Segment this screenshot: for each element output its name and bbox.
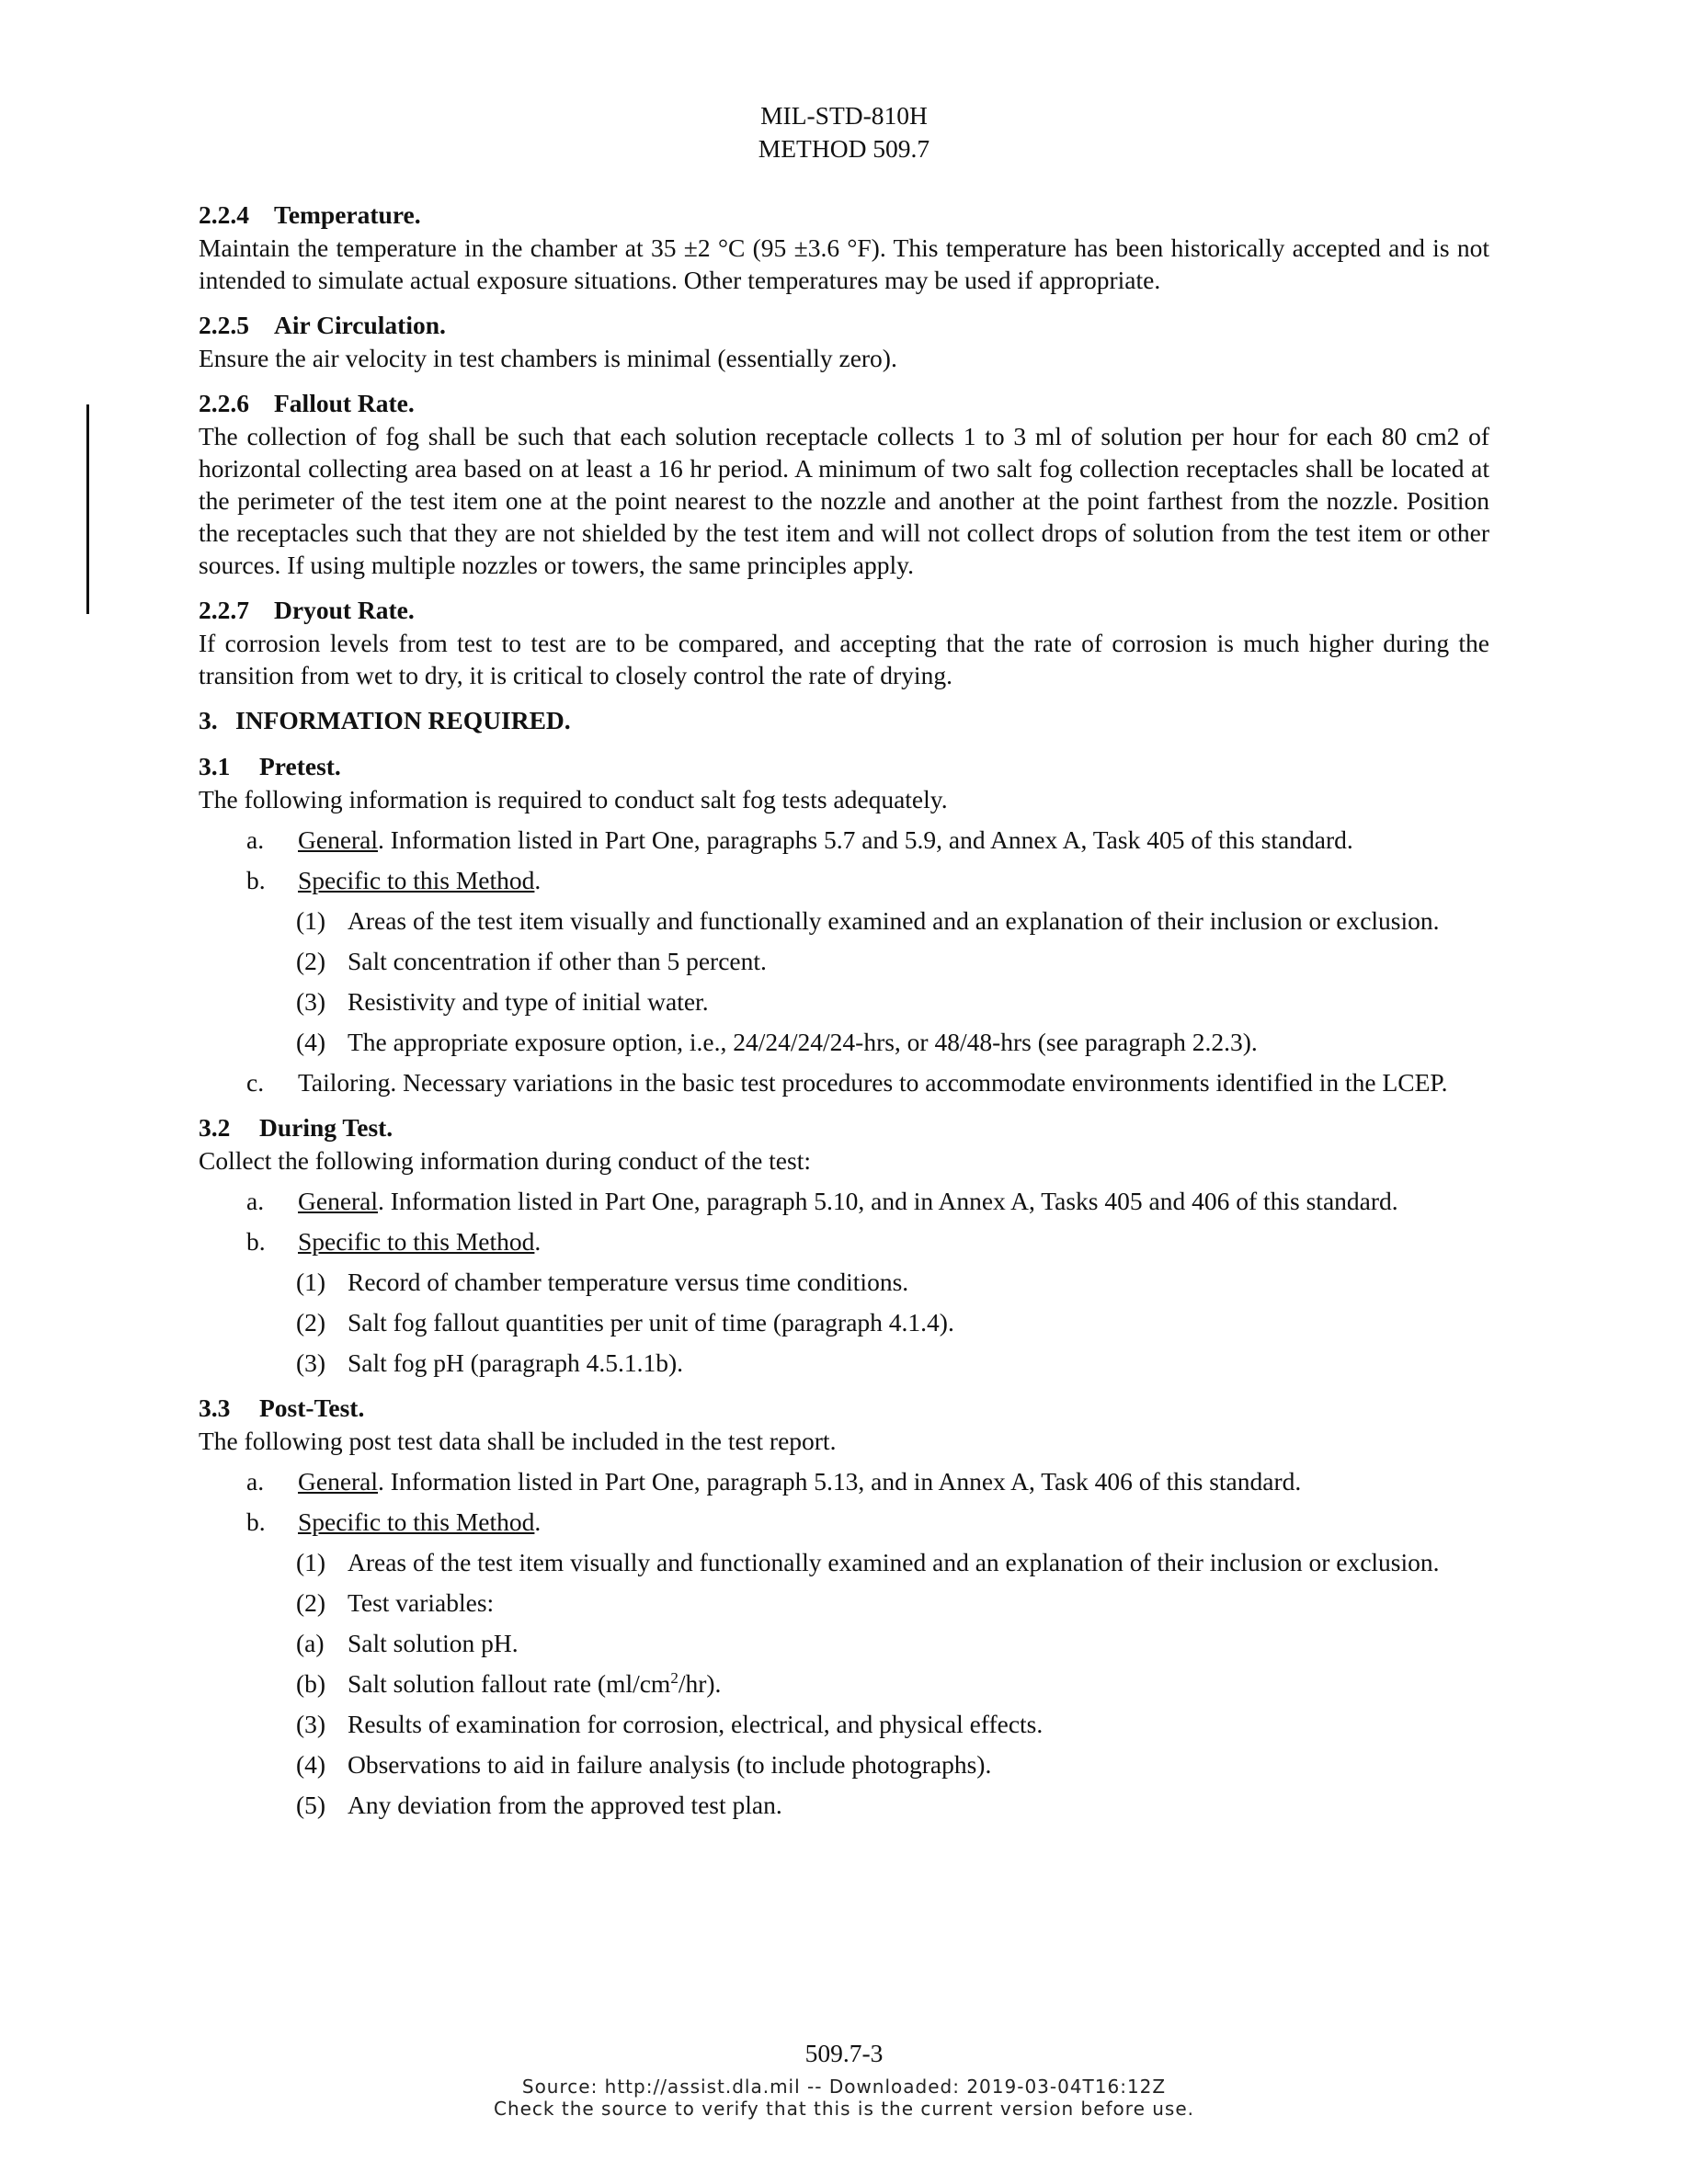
item-text: . Information listed in Part One, paragraph 5.10, and in Annex A, Tasks 405 and 406 of this standard. bbox=[378, 1187, 1398, 1215]
sub-list-item bbox=[199, 945, 1489, 977]
section-number: 2.2.5 bbox=[199, 311, 249, 339]
item-text: Salt solution fallout rate (ml/cm bbox=[348, 1669, 671, 1698]
item-text: Salt concentration if other than 5 percent. bbox=[348, 947, 767, 975]
sub-list-item bbox=[199, 1789, 1489, 1821]
item-text: Salt fog fallout quantities per unit of time (paragraph 4.1.4). bbox=[348, 1308, 954, 1337]
section-number: 3.3 bbox=[199, 1393, 231, 1422]
method-id: METHOD 509.7 bbox=[758, 134, 930, 163]
section-heading bbox=[199, 1392, 1489, 1425]
item-label: General bbox=[298, 1187, 379, 1215]
item-text: The appropriate exposure option, i.e., 24/24/24/24-hrs, or 48/48-hrs (see paragraph 2.2.3). bbox=[348, 1028, 1258, 1056]
list-marker: a. bbox=[246, 1467, 265, 1496]
section-3 bbox=[199, 704, 1489, 737]
list-marker: (3) bbox=[296, 987, 326, 1016]
sub-list-item bbox=[199, 1708, 1489, 1740]
sub-list-item bbox=[199, 904, 1489, 937]
sub-list-item bbox=[199, 1587, 1489, 1619]
section-number: 3.2 bbox=[199, 1113, 231, 1142]
list-marker: (a) bbox=[296, 1629, 325, 1657]
page-footer bbox=[0, 2076, 1688, 2120]
list-marker: (3) bbox=[296, 1348, 326, 1377]
list-marker: b. bbox=[246, 866, 266, 894]
section-paragraph: Maintain the temperature in the chamber at 35 ±2 °C (95 ±3.6 °F). This temperature has been historically accepted and is not intended to simulate actual exposure situations. Other temperatures may be used if appropriate. bbox=[199, 233, 1489, 294]
section-heading bbox=[199, 594, 1489, 627]
change-bar bbox=[86, 404, 89, 614]
list-item bbox=[199, 1066, 1489, 1098]
sub-list-item bbox=[199, 1306, 1489, 1338]
list-marker: (4) bbox=[296, 1028, 326, 1056]
list-marker: a. bbox=[246, 1187, 265, 1215]
list-marker: (3) bbox=[296, 1710, 326, 1738]
section-paragraph: If corrosion levels from test to test are to be compared, and accepting that the rate of corrosion is much higher during the transition from wet to dry, it is critical to closely control the rate of drying. bbox=[199, 629, 1489, 689]
section-2-2-4 bbox=[199, 199, 1489, 296]
list-marker: (b) bbox=[296, 1669, 326, 1698]
sub-list-item bbox=[199, 985, 1489, 1018]
item-label: General bbox=[298, 825, 379, 854]
section-heading bbox=[199, 309, 1489, 342]
list-item bbox=[199, 824, 1489, 856]
list-marker: (5) bbox=[296, 1791, 326, 1819]
page-number: 509.7-3 bbox=[804, 2039, 884, 2067]
section-title: Post-Test. bbox=[259, 1393, 365, 1422]
list-item bbox=[199, 1465, 1489, 1497]
item-label: Specific to this Method bbox=[298, 1227, 535, 1256]
section-number: 2.2.6 bbox=[199, 389, 249, 417]
item-text: Tailoring. Necessary variations in the basic test procedures to accommodate environments identified in the LCEP. bbox=[298, 1068, 1448, 1097]
section-3-2 bbox=[199, 1111, 1489, 1379]
list-marker: (2) bbox=[296, 947, 326, 975]
section-title: During Test. bbox=[259, 1113, 393, 1142]
list-marker: (1) bbox=[296, 1268, 326, 1296]
list-marker: (4) bbox=[296, 1750, 326, 1779]
item-text: Test variables: bbox=[348, 1588, 495, 1617]
list-marker: c. bbox=[246, 1068, 265, 1097]
item-text: Observations to aid in failure analysis (to include photographs). bbox=[348, 1750, 992, 1779]
section-heading bbox=[199, 1111, 1489, 1144]
section-intro: Collect the following information during conduct of the test: bbox=[199, 1146, 811, 1175]
section-heading bbox=[199, 750, 1489, 783]
item-text: . bbox=[534, 1227, 542, 1256]
check-line: Check the source to verify that this is the current version before use. bbox=[493, 2098, 1194, 2120]
list-marker: (2) bbox=[296, 1588, 326, 1617]
item-label: Specific to this Method bbox=[298, 1507, 535, 1536]
list-marker: b. bbox=[246, 1227, 266, 1256]
item-text: Resistivity and type of initial water. bbox=[348, 987, 709, 1016]
item-text: Results of examination for corrosion, electrical, and physical effects. bbox=[348, 1710, 1044, 1738]
item-text: . Information listed in Part One, paragraph 5.13, and in Annex A, Task 406 of this standard. bbox=[378, 1467, 1302, 1496]
section-paragraph: Ensure the air velocity in test chambers is minimal (essentially zero). bbox=[199, 344, 897, 372]
sub-list-item bbox=[199, 1627, 1489, 1659]
section-title: Dryout Rate. bbox=[274, 596, 415, 624]
item-text: Salt fog pH (paragraph 4.5.1.1b). bbox=[348, 1348, 684, 1377]
section-number: 3.1 bbox=[199, 752, 231, 780]
section-2-2-7 bbox=[199, 594, 1489, 691]
item-text: . Information listed in Part One, paragraphs 5.7 and 5.9, and Annex A, Task 405 of this standard. bbox=[378, 825, 1353, 854]
list-marker: b. bbox=[246, 1507, 266, 1536]
item-text: Areas of the test item visually and functionally examined and an explanation of their inclusion or exclusion. bbox=[348, 1548, 1440, 1576]
item-text-end: /hr). bbox=[678, 1669, 722, 1698]
section-heading bbox=[199, 199, 1489, 232]
sub-list-item bbox=[199, 1347, 1489, 1379]
list-marker: (2) bbox=[296, 1308, 326, 1337]
sub-list-item bbox=[199, 1266, 1489, 1298]
section-heading bbox=[199, 704, 1489, 737]
document-id: MIL-STD-810H bbox=[760, 101, 928, 130]
section-heading bbox=[199, 387, 1489, 420]
sub-list-item bbox=[199, 1546, 1489, 1578]
list-item bbox=[199, 864, 1489, 896]
sub-list-item bbox=[199, 1026, 1489, 1058]
section-intro: The following information is required to conduct salt fog tests adequately. bbox=[199, 785, 948, 813]
source-line: Source: http://assist.dla.mil -- Downloaded: 2019-03-04T16:12Z bbox=[521, 2076, 1167, 2098]
section-2-2-5 bbox=[199, 309, 1489, 374]
item-text: . bbox=[534, 866, 542, 894]
section-title: Fallout Rate. bbox=[274, 389, 415, 417]
section-number: 2.2.7 bbox=[199, 596, 249, 624]
item-label: General bbox=[298, 1467, 379, 1496]
list-item bbox=[199, 1225, 1489, 1257]
item-label: Specific to this Method bbox=[298, 866, 535, 894]
list-item bbox=[199, 1506, 1489, 1538]
list-marker: (1) bbox=[296, 1548, 326, 1576]
section-3-1 bbox=[199, 750, 1489, 1098]
section-title: Pretest. bbox=[259, 752, 341, 780]
item-text: Salt solution pH. bbox=[348, 1629, 519, 1657]
list-item bbox=[199, 1185, 1489, 1217]
item-text: . bbox=[534, 1507, 542, 1536]
sub-list-item bbox=[199, 1748, 1489, 1780]
section-intro: The following post test data shall be included in the test report. bbox=[199, 1427, 837, 1455]
section-title: Air Circulation. bbox=[274, 311, 446, 339]
page-header bbox=[0, 99, 1688, 165]
item-text: Areas of the test item visually and functionally examined and an explanation of their inclusion or exclusion. bbox=[348, 906, 1440, 935]
superscript: 2 bbox=[670, 1668, 679, 1687]
sub-list-item bbox=[199, 1667, 1489, 1700]
item-text: Any deviation from the approved test plan. bbox=[348, 1791, 782, 1819]
list-marker: a. bbox=[246, 825, 265, 854]
section-title: INFORMATION REQUIRED. bbox=[235, 706, 571, 734]
list-marker: (1) bbox=[296, 906, 326, 935]
section-paragraph: The collection of fog shall be such that each solution receptacle collects 1 to 3 ml of solution per hour for each 80 cm2 of horizontal collecting area based on at least a 16 hr period. A minimum of two salt fog collection receptacles shall be located at the perimeter of the test item one at the point nearest to the nozzle and another at the point farthest from the nozzle. Position the receptacles such that they are not shielded by the test item and will not collect drops of solution from the test item or other sources. If using multiple nozzles or towers, the same principles apply. bbox=[199, 422, 1489, 579]
section-number: 3. bbox=[199, 706, 218, 734]
section-title: Temperature. bbox=[274, 200, 421, 229]
document-body bbox=[199, 199, 1489, 1834]
section-2-2-6 bbox=[199, 387, 1489, 581]
section-number: 2.2.4 bbox=[199, 200, 249, 229]
section-3-3 bbox=[199, 1392, 1489, 1821]
item-text: Record of chamber temperature versus time conditions. bbox=[348, 1268, 909, 1296]
